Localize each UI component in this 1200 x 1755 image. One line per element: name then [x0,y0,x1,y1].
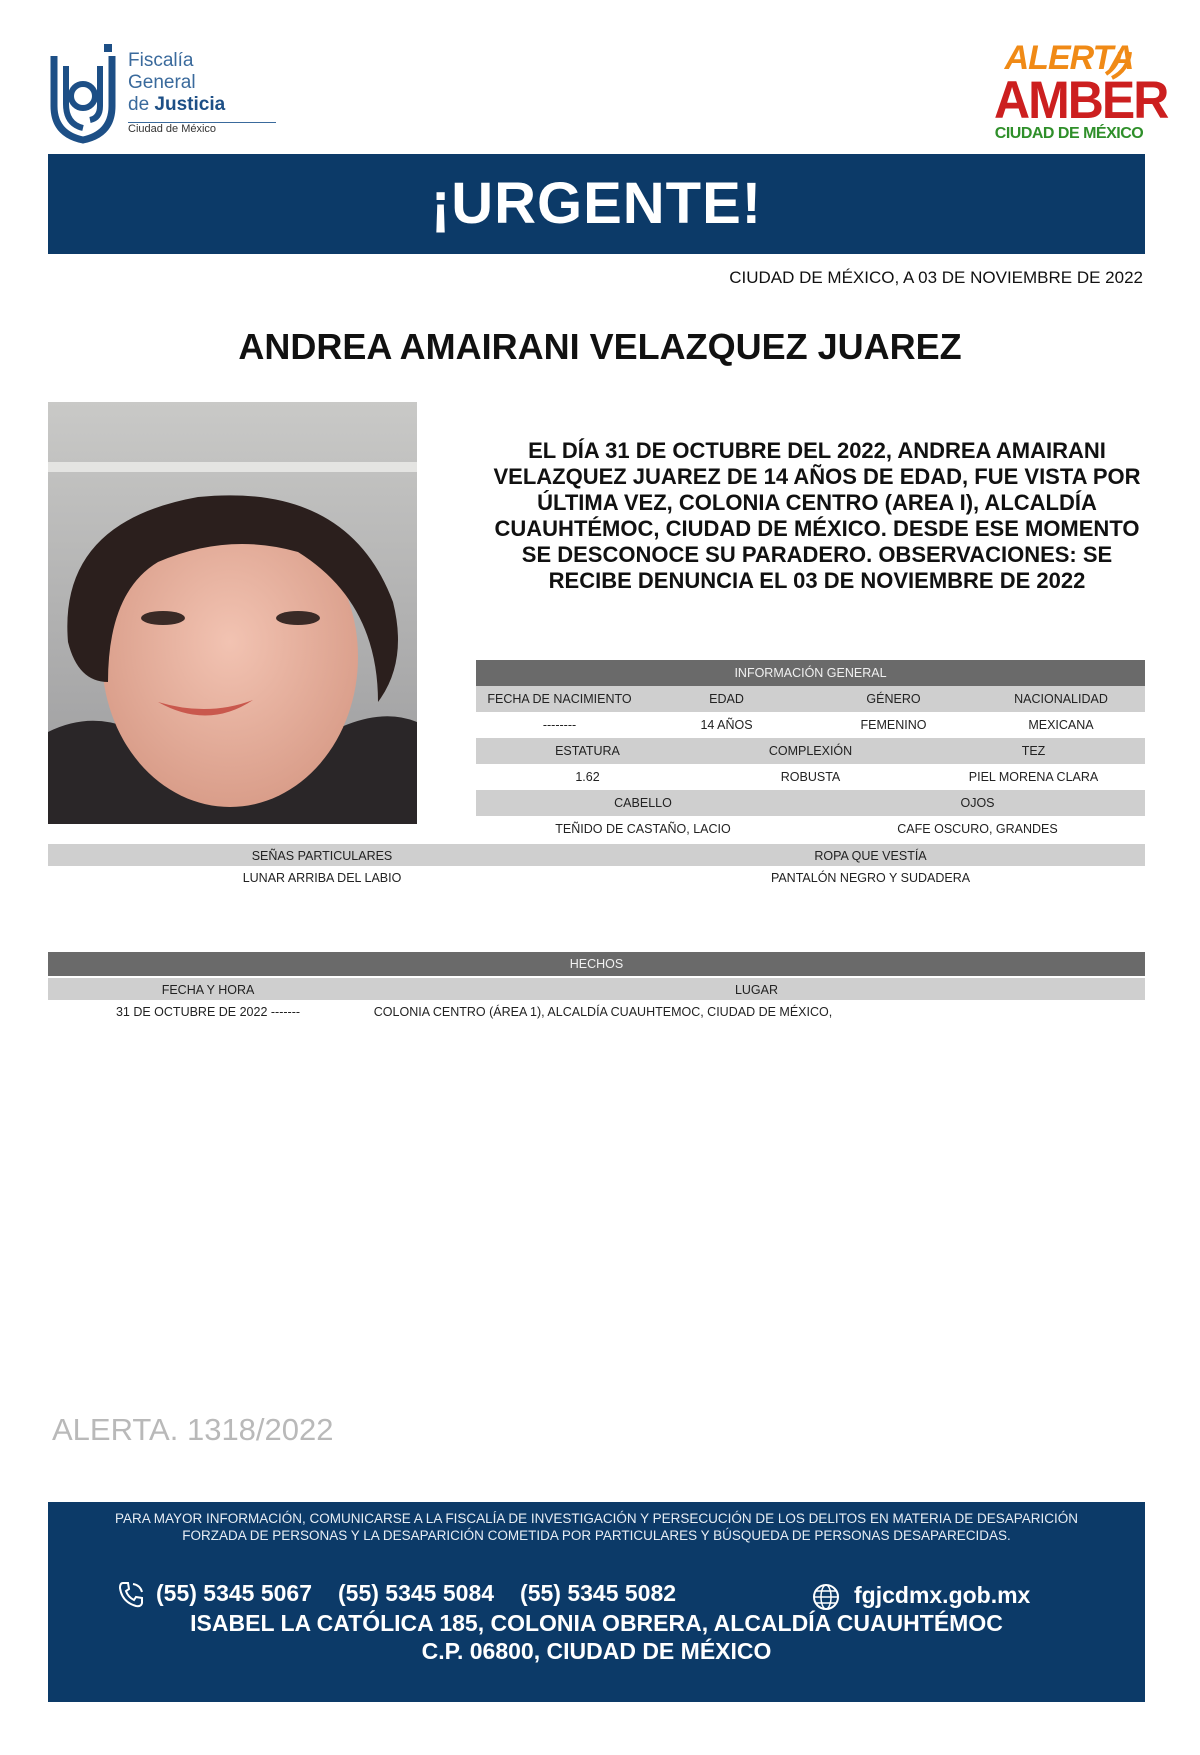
features-value-row [48,866,1145,890]
value-build: ROBUSTA [780,770,841,784]
value-eyes: CAFE OSCURO, GRANDES [897,822,1058,836]
urgent-banner: ¡URGENTE! [48,154,1145,254]
agency-line3b: Justicia [154,94,226,115]
footer-phones [156,1580,702,1607]
case-description: EL DÍA 31 DE OCTUBRE DEL 2022, ANDREA AMAIRANI VELAZQUEZ JUAREZ DE 14 AÑOS DE EDAD, FUE VISTA POR ÚLTIMA VEZ, COLONIA CENTRO (AREA I), ALCALDÍA CUAUHTÉMOC, CIUDAD DE MÉXICO. DESDE ESE MOMENTO SE DESCONOCE SU PARADERO. OBSERVACIONES: SE RECIBE DENUNCIA EL 03 DE NOVIEMBRE DE 2022 [493,438,1141,593]
website-link[interactable]: fgjcdmx.gob.mx [854,1582,1031,1608]
agency-line3a: de [128,94,155,115]
header-eyes: OJOS [960,796,995,810]
value-place: COLONIA CENTRO (ÁREA 1), ALCALDÍA CUAUHTEMOC, CIUDAD DE MÉXICO, [373,1005,833,1019]
globe-icon [810,1580,842,1612]
phone-number-2[interactable]: (55) 5345 5084 [338,1580,495,1606]
fgj-emblem-icon [48,44,118,144]
footer-address-line2: C.P. 06800, CIUDAD DE MÉXICO [421,1638,772,1664]
info-header-row-2 [476,738,1145,764]
value-age: 14 AÑOS [700,718,753,732]
info-header-row-3 [476,790,1145,816]
hechos-value-row [48,1000,1145,1024]
footer [48,1502,1145,1702]
header-height: ESTATURA [555,744,620,758]
footer-info-line1: PARA MAYOR INFORMACIÓN, COMUNICARSE A LA FISCALÍA DE INVESTIGACIÓN Y PERSECUCIÓN DE LOS DELITOS EN MATERIA DE DESAPARICIÓN [115,1511,1078,1526]
header-marks: SEÑAS PARTICULARES [251,849,393,863]
footer-info [48,1510,1145,1544]
value-gender: FEMENINO [860,718,927,732]
agency-sub: Ciudad de México [128,123,217,135]
hechos-title-row [48,952,1145,976]
header-complexion: TEZ [1021,744,1046,758]
header-build: COMPLEXIÓN [768,744,853,758]
info-value-row-3 [476,816,1145,842]
person-name: ANDREA AMAIRANI VELAZQUEZ JUAREZ [238,326,962,367]
date-line: CIUDAD DE MÉXICO, A 03 DE NOVIEMBRE DE 2022 [729,268,1143,287]
info-title: INFORMACIÓN GENERAL [734,666,887,680]
header-gender: GÉNERO [866,692,921,706]
phone-icon [116,1580,146,1610]
phone-number-1[interactable]: (55) 5345 5067 [156,1580,313,1606]
footer-info-line2: FORZADA DE PERSONAS Y LA DESAPARICIÓN COMETIDA POR PARTICULARES Y BÚSQUEDA DE PERSONAS DESAPARECIDAS. [182,1528,1011,1543]
header-nationality: NACIONALIDAD [1014,692,1108,706]
agency-line1: Fiscalía [128,50,194,71]
amber-line3: CIUDAD DE MÉXICO [994,125,1144,142]
value-height: 1.62 [575,770,600,784]
value-datetime: 31 DE OCTUBRE DE 2022 ------- [115,1005,301,1019]
value-nationality: MEXICANA [1028,718,1094,732]
fgj-agency-name [128,50,225,136]
value-hair: TEÑIDO DE CASTAÑO, LACIO [555,822,731,836]
alert-number: ALERTA. 1318/2022 [52,1412,334,1447]
missing-person-photo [48,402,417,824]
value-clothing: PANTALÓN NEGRO Y SUDADERA [770,871,971,885]
header-clothing: ROPA QUE VESTÍA [814,849,927,863]
phone-number-3[interactable]: (55) 5345 5082 [520,1580,677,1606]
footer-address-line1: ISABEL LA CATÓLICA 185, COLONIA OBRERA, ALCALDÍA CUAUHTÉMOC [190,1610,1003,1636]
amber-line2: AMBER [994,70,1168,130]
info-header-row-1 [476,686,1145,712]
amber-alert-logo [994,39,1168,148]
hechos-title: HECHOS [569,957,624,971]
value-marks: LUNAR ARRIBA DEL LABIO [242,871,402,885]
header-datetime: FECHA Y HORA [161,983,255,997]
header-birthdate: FECHA DE NACIMIENTO [487,692,632,706]
info-value-row-1 [476,712,1145,738]
header-age: EDAD [709,692,744,706]
agency-line2: General [128,72,196,93]
value-birthdate: -------- [542,718,577,732]
info-value-row-2 [476,764,1145,790]
fgj-logo [48,44,238,144]
info-title-row [476,660,1145,686]
value-complexion: PIEL MORENA CLARA [968,770,1099,784]
header-hair: CABELLO [614,796,672,810]
features-header-row [48,844,1145,868]
hechos-header-row [48,978,1145,1002]
amber-line1: ALERTA [1004,39,1134,77]
header-place: LUGAR [734,983,779,997]
